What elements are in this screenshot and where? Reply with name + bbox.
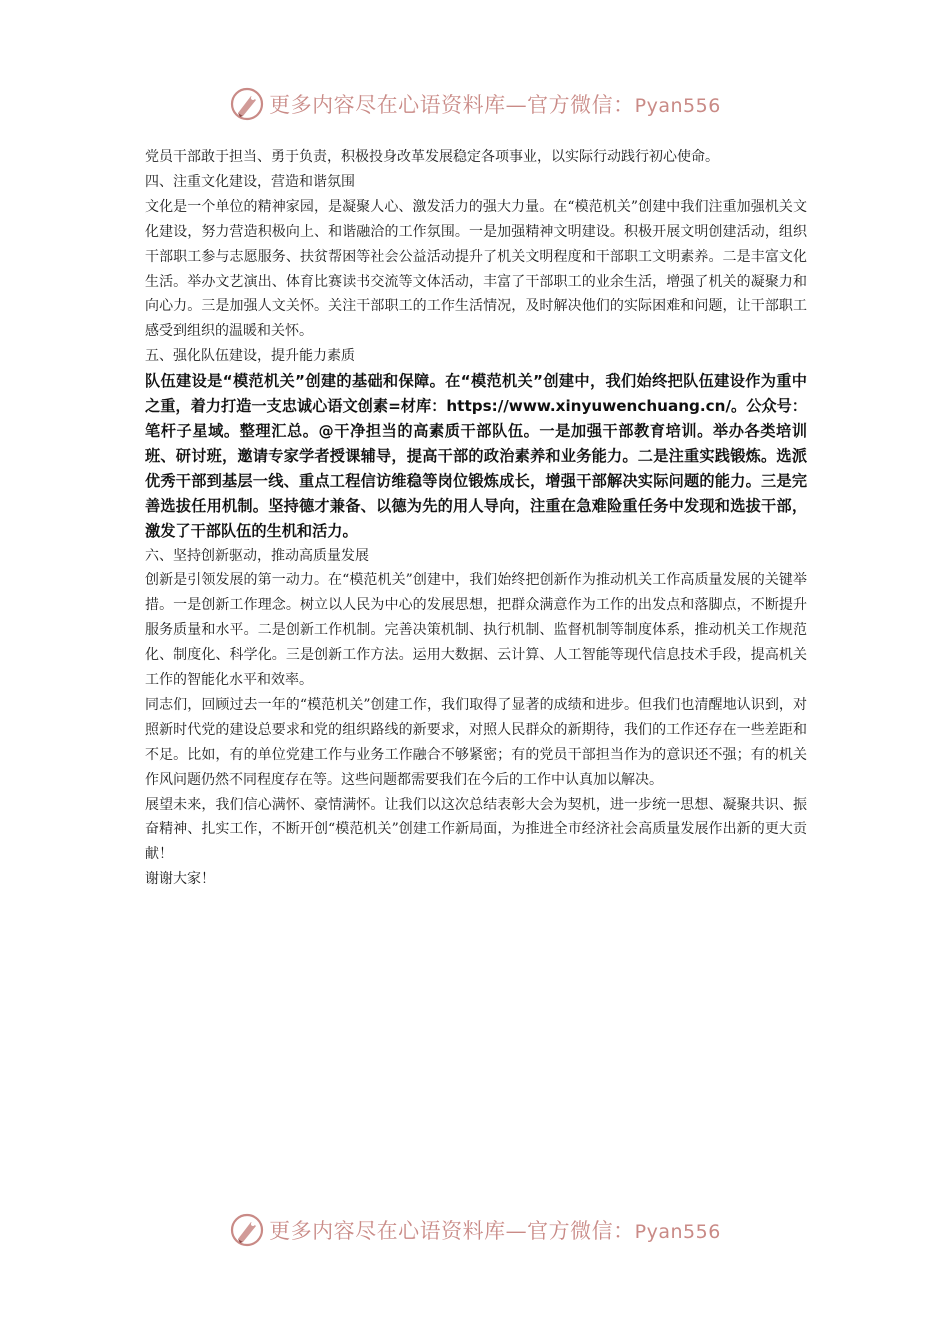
- body-text: [145, 145, 807, 892]
- paragraph: 创新是引领发展的第一动力。在“模范机关”创建中，我们始终把创新作为推动机关工作高质量发展的关键举措。一是创新工作理念。树立以人民为中心的发展思想，把群众满意作为工作的出发点和落脚点，不断提升服务质量和水平。二是创新工作机制。完善决策机制、执行机制、监督机制等制度体系，推动机关工作规范化、制度化、科学化。三是创新工作方法。运用大数据、云计算、人工智能等现代信息技术手段，提高机关工作的智能化水平和效率。: [145, 572, 807, 689]
- banner-text: 更多内容尽在心语资料库—官方微信：Pyan556: [269, 1219, 721, 1243]
- paragraph-bold: 队伍建设是“模范机关”创建的基础和保障。在“模范机关”创建中，我们始终把队伍建设作为重中之重，着力打造一支忠诚心语文创素=材库：https://www.xinyuwenchuang.cn/。公众号：笔杆子星域。整理汇总。@干净担当的高素质干部队伍。一是加强干部教育培训。举办各类培训班、研讨班，邀请专家学者授课辅导，提高干部的政治素养和业务能力。二是注重实践锻炼。选派优秀干部到基层一线、重点工程信访维稳等岗位锻炼成长，增强干部解决实际问题的能力。三是完善选拔任用机制。坚持德才兼备、以德为先的用人导向，注重在急难险重任务中发现和选拔干部，激发了干部队伍的生机和活力。: [145, 372, 807, 540]
- section-heading: 五、强化队伍建设，提升能力素质: [145, 348, 355, 365]
- section-heading: 四、注重文化建设，营造和谐氛围: [145, 173, 355, 190]
- pen-nib-circle-icon: [229, 1212, 265, 1248]
- paragraph: 文化是一个单位的精神家园，是凝聚人心、激发活力的强大力量。在“模范机关”创建中我们注重加强机关文化建设，努力营造积极向上、和谐融洽的工作氛围。一是加强精神文明建设。积极开展文明创建活动，组织干部职工参与志愿服务、扶贫帮困等社会公益活动提升了机关文明程度和干部职工文明素养。二是丰富文化生活。举办文艺演出、体育比赛读书交流等文体活动，丰富了干部职工的业余生活，增强了机关的凝聚力和向心力。三是加强人文关怀。关注干部职工的工作生活情况，及时解决他们的实际困难和问题，让干部职工感受到组织的温暖和关怀。: [145, 198, 807, 340]
- paragraph: 党员干部敢于担当、勇于负责，积极投身改革发展稳定各项事业，以实际行动践行初心使命。: [145, 149, 719, 165]
- header-banner: [0, 82, 950, 126]
- wechat-id: Pyan556: [634, 95, 721, 117]
- pen-nib-circle-icon: [229, 86, 265, 122]
- paragraph: 同志们，回顾过去一年的“模范机关”创建工作，我们取得了显著的成绩和进步。但我们也清醒地认识到，对照新时代党的建设总要求和党的组织路线的新要求，对照人民群众的新期待，我们的工作还存在一些差距和不足。比如，有的单位党建工作与业务工作融合不够紧密；有的党员干部担当作为的意识还不强；有的机关作风问题仍然不同程度存在等。这些问题都需要我们在今后的工作中认真加以解决。: [145, 696, 807, 788]
- wechat-id: Pyan556: [634, 1221, 721, 1243]
- banner-text: 更多内容尽在心语资料库—官方微信：Pyan556: [269, 93, 721, 117]
- section-heading: 六、坚持创新驱动，推动高质量发展: [145, 547, 369, 564]
- paragraph: 展望未来，我们信心满怀、豪情满怀。让我们以这次总结表彰大会为契机，进一步统一思想、凝聚共识、振奋精神、扎实工作，不断开创“模范机关”创建工作新局面，为推进全市经济社会高质量发展作出新的更大贡献！: [145, 796, 807, 863]
- footer-banner: [0, 1208, 950, 1252]
- closing-line: 谢谢大家！: [145, 871, 215, 888]
